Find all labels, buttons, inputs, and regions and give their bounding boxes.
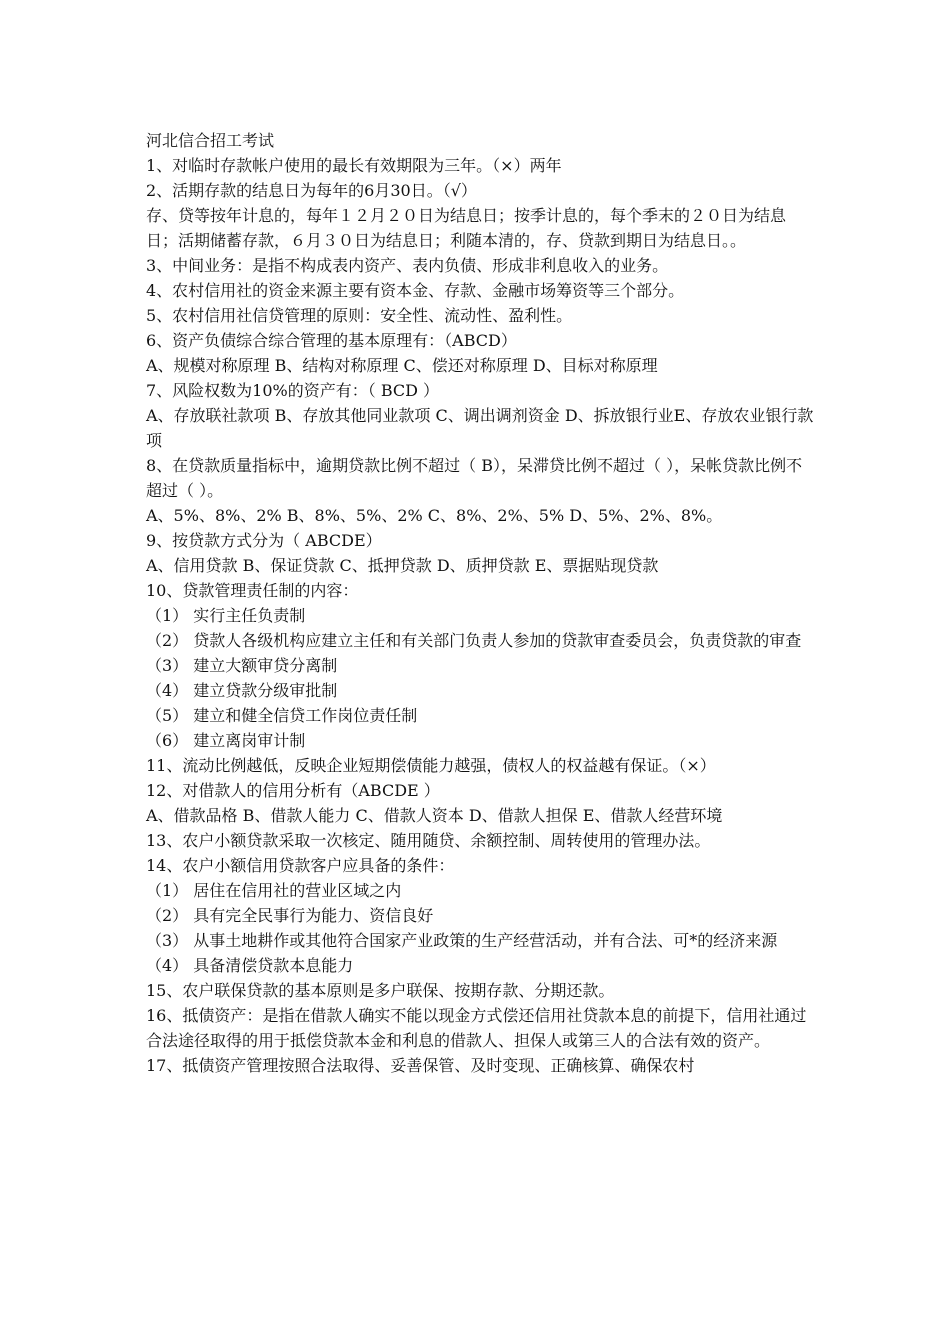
question-10: 10、贷款管理责任制的内容： xyxy=(146,581,359,600)
question-14: 14、农户小额信用贷款客户应具备的条件： xyxy=(146,856,455,875)
question-5: 5、农村信用社信贷管理的原则：安全性、流动性、盈利性。 xyxy=(146,306,573,325)
question-10-item-4: （4） 建立贷款分级审批制 xyxy=(146,681,338,700)
question-4: 4、农村信用社的资金来源主要有资本金、存款、金融市场筹资等三个部分。 xyxy=(146,281,685,300)
question-8: 8、在贷款质量指标中，逾期贷款比例不超过（ B），呆滞贷比例不超过（ ），呆帐贷款比例不超过（ ）。 xyxy=(146,456,803,500)
question-12-options: A、借款品格 B、借款人能力 C、借款人资本 D、借款人担保 E、借款人经营环境 xyxy=(146,806,723,825)
document-title: 河北信合招工考试 xyxy=(146,131,275,150)
question-10-item-5: （5） 建立和健全信贷工作岗位责任制 xyxy=(146,706,418,725)
question-14-item-1: （1） 居住在信用社的营业区域之内 xyxy=(146,881,402,900)
question-13: 13、农户小额贷款采取一次核定、随用随贷、余额控制、周转使用的管理办法。 xyxy=(146,831,711,850)
question-14-item-2: （2） 具有完全民事行为能力、资信良好 xyxy=(146,906,434,925)
question-9: 9、按贷款方式分为（ ABCDE） xyxy=(146,531,382,550)
question-6-options: A、规模对称原理 B、结构对称原理 C、偿还对称原理 D、目标对称原理 xyxy=(146,356,658,375)
question-10-item-2: （2） 贷款人各级机构应建立主任和有关部门负责人参加的贷款审查委员会，负责贷款的审查 xyxy=(146,631,802,650)
question-15: 15、农户联保贷款的基本原则是多户联保、按期存款、分期还款。 xyxy=(146,981,615,1000)
question-11: 11、流动比例越低，反映企业短期偿债能力越强，债权人的权益越有保证。（×） xyxy=(146,756,716,775)
question-2: 2、活期存款的结息日为每年的6月30日。（√） xyxy=(146,181,477,200)
question-3: 3、中间业务：是指不构成表内资产、表内负债、形成非利息收入的业务。 xyxy=(146,256,669,275)
question-1: 1、对临时存款帐户使用的最长有效期限为三年。（×）两年 xyxy=(146,156,562,175)
question-14-item-4: （4） 具备清偿贷款本息能力 xyxy=(146,956,354,975)
question-10-item-1: （1） 实行主任负责制 xyxy=(146,606,306,625)
question-10-item-3: （3） 建立大额审贷分离制 xyxy=(146,656,338,675)
question-14-item-3: （3） 从事土地耕作或其他符合国家产业政策的生产经营活动，并有合法、可*的经济来源 xyxy=(146,931,778,950)
question-10-item-6: （6） 建立离岗审计制 xyxy=(146,731,306,750)
document-body xyxy=(146,128,814,1078)
question-9-options: A、信用贷款 B、保证贷款 C、抵押贷款 D、质押贷款 E、票据贴现贷款 xyxy=(146,556,659,575)
question-16: 16、抵债资产：是指在借款人确实不能以现金方式偿还信用社贷款本息的前提下，信用社通过合法途径取得的用于抵偿贷款本金和利息的借款人、担保人或第三人的合法有效的资产。 xyxy=(146,1006,807,1050)
question-2-explanation: 存、贷等按年计息的，每年１２月２０日为结息日；按季计息的，每个季末的２０日为结息日；活期储蓄存款，６月３０日为结息日；利随本清的，存、贷款到期日为结息日。。 xyxy=(146,206,787,250)
question-12: 12、对借款人的信用分析有（ABCDE ） xyxy=(146,781,440,800)
question-6: 6、资产负债综合综合管理的基本原理有：（ABCD） xyxy=(146,331,517,350)
question-7-options: A、存放联社款项 B、存放其他同业款项 C、调出调剂资金 D、拆放银行业E、存放农业银行款项 xyxy=(146,406,814,450)
question-8-options: A、5%、8%、2% B、8%、5%、2% C、8%、2%、5% D、5%、2%、8%。 xyxy=(146,506,723,525)
question-17: 17、抵债资产管理按照合法取得、妥善保管、及时变现、正确核算、确保农村 xyxy=(146,1056,695,1075)
question-7: 7、风险权数为10%的资产有：（ BCD ） xyxy=(146,381,440,400)
